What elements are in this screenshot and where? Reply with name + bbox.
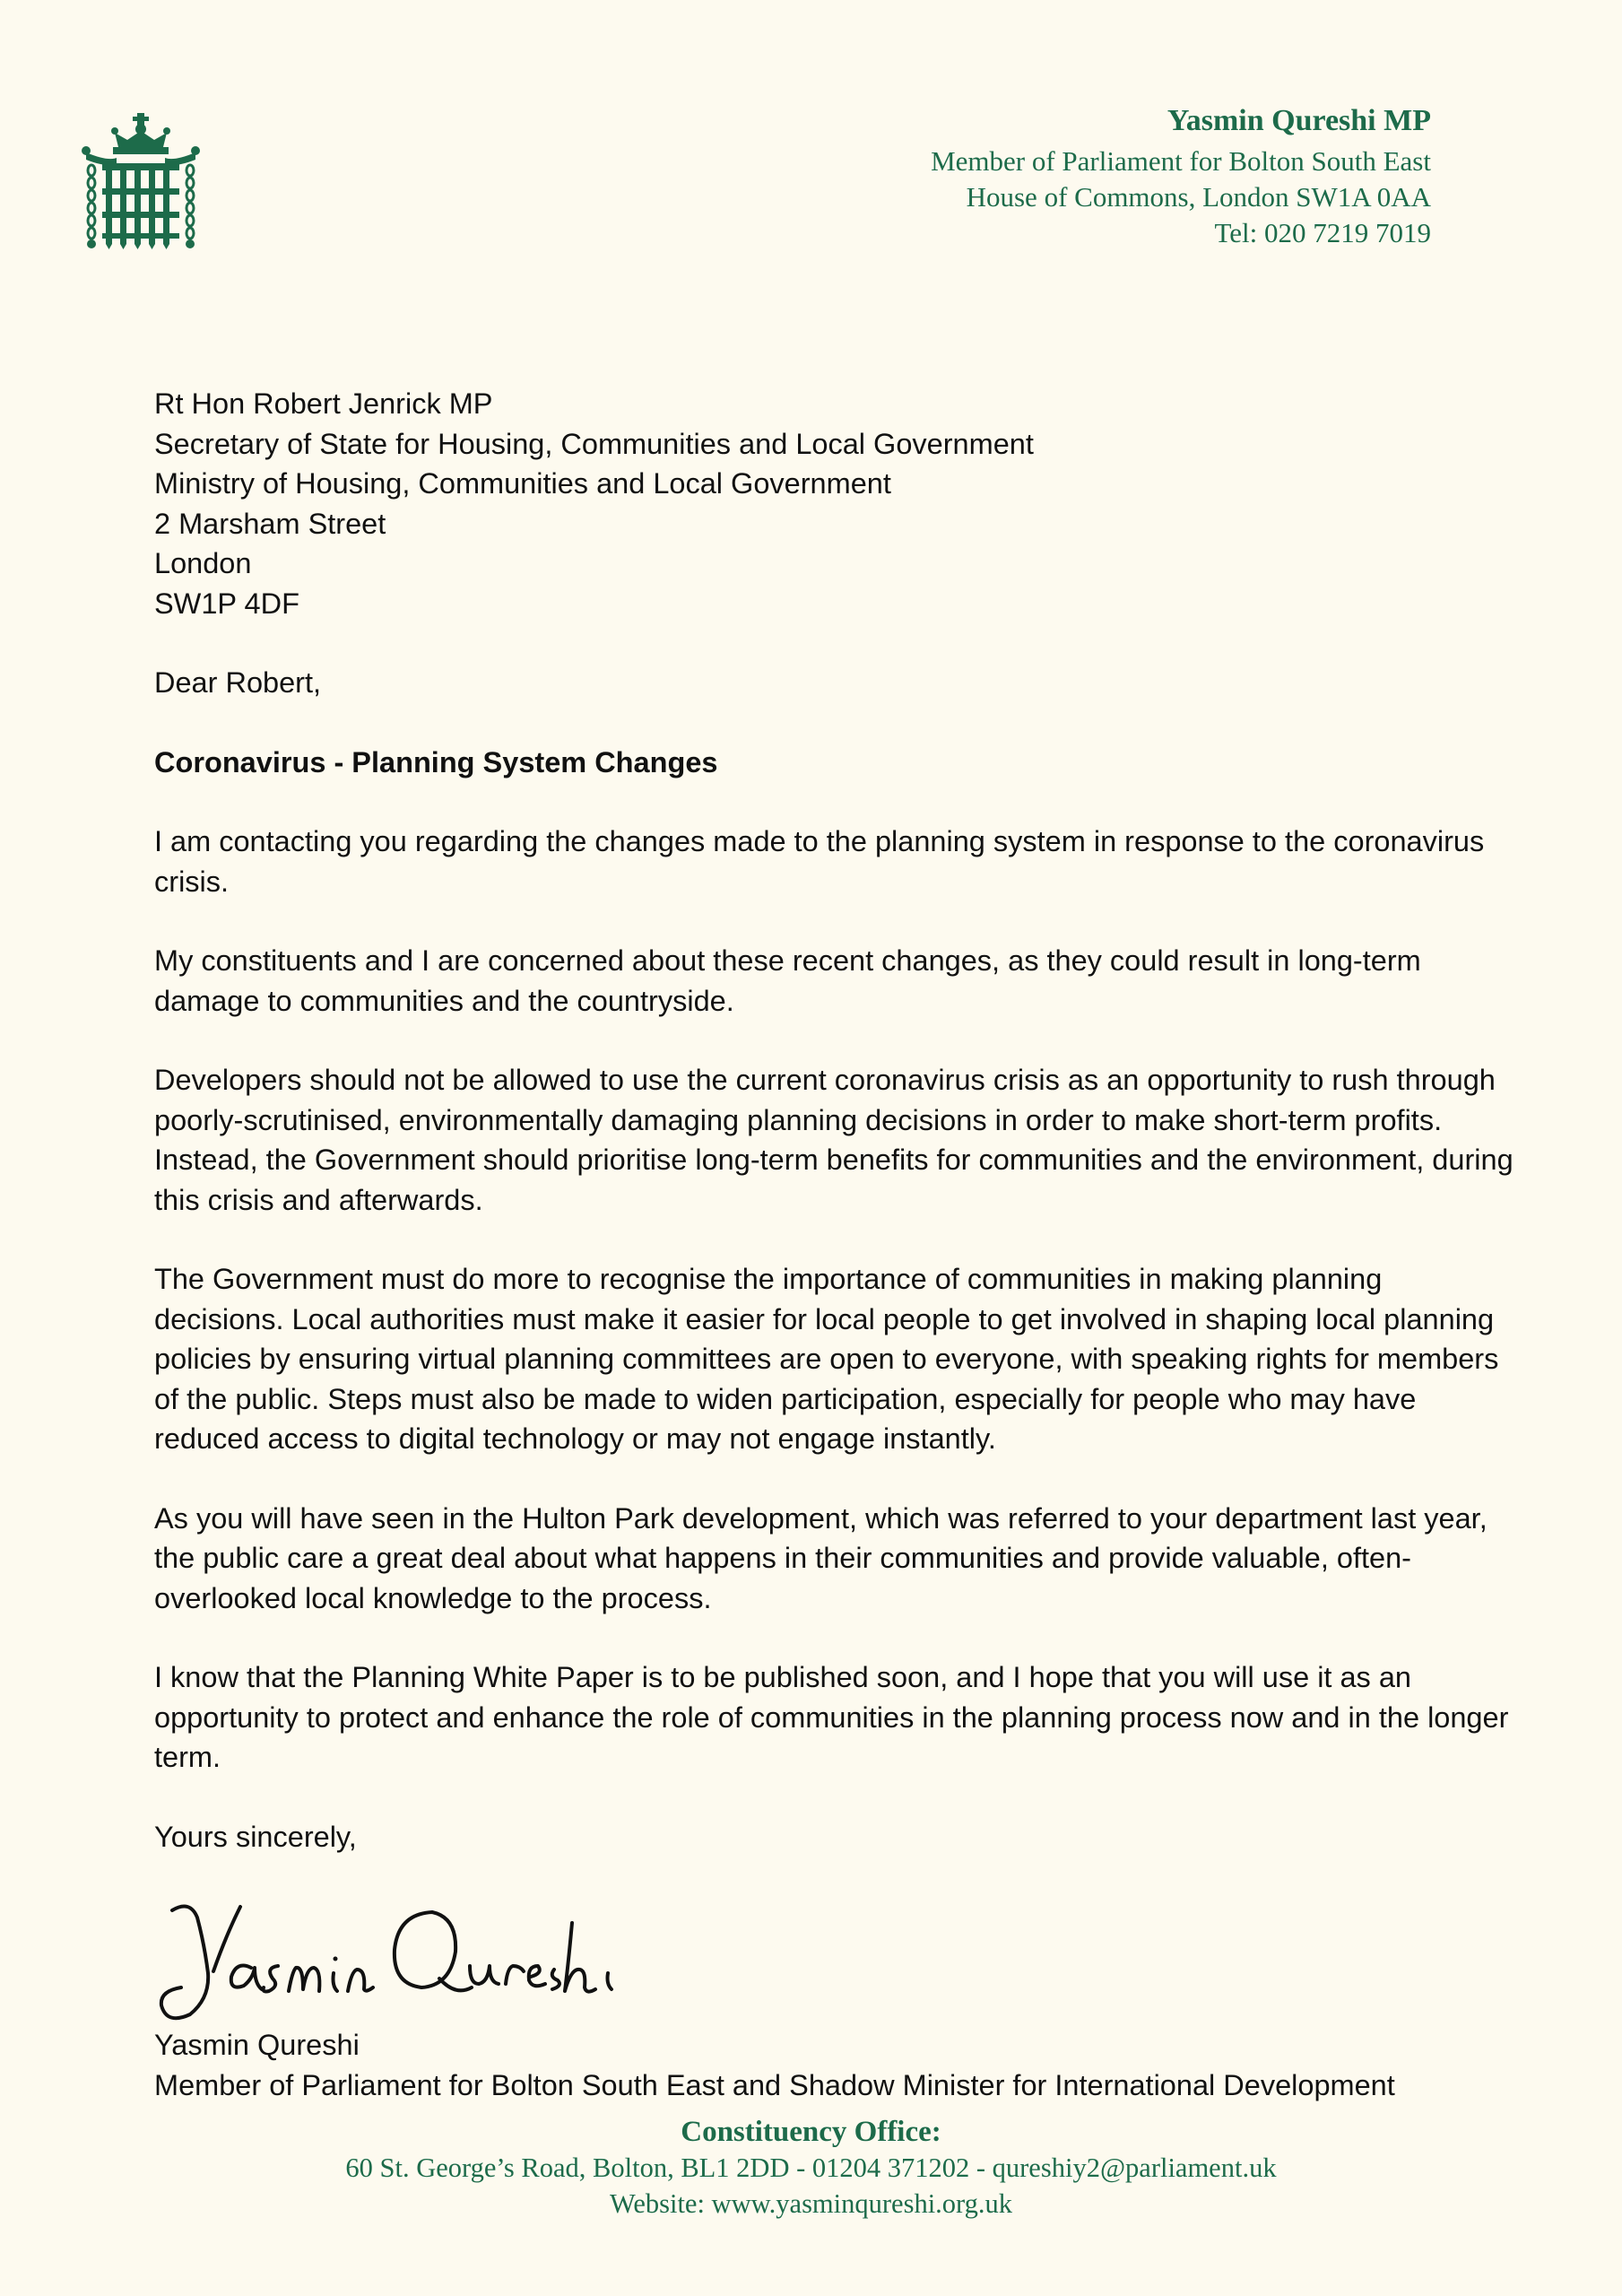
footer-heading: Constituency Office: <box>681 2116 941 2148</box>
recipient-address <box>154 384 1517 623</box>
recipient-name: Rt Hon Robert Jenrick MP <box>154 387 493 420</box>
handwritten-signature <box>154 1891 656 2025</box>
mp-name: Yasmin Qureshi MP <box>1167 104 1431 137</box>
portcullis-icon <box>81 113 201 249</box>
footer-website: Website: www.yasminqureshi.org.uk <box>609 2188 1013 2219</box>
recipient-city: London <box>154 547 252 579</box>
signoff-name: Yasmin Qureshi <box>154 2029 360 2061</box>
parliament-address: House of Commons, London SW1A 0AA <box>966 181 1431 213</box>
subject-line: Coronavirus - Planning System Changes <box>154 745 718 778</box>
recipient-department: Ministry of Housing, Communities and Local Government <box>154 467 891 500</box>
paragraph: As you will have seen in the Hulton Park development, which was referred to your department last year, the public care a great deal about what happens in their communities and provide valuable, often-overlooked local knowledge to the process. <box>154 1501 1488 1614</box>
paragraph: My constituents and I are concerned about these recent changes, as they could result in long-term damage to communities and the countryside. <box>154 944 1421 1017</box>
closing: Yours sincerely, <box>154 1820 357 1853</box>
footer-contact: 60 St. George’s Road, Bolton, BL1 2DD - 01204 371202 - qureshiy2@parliament.uk <box>345 2152 1277 2183</box>
signoff-role: Member of Parliament for Bolton South East and Shadow Minister for International Development <box>154 2068 1395 2101</box>
paragraph: I know that the Planning White Paper is to be published soon, and I hope that you will use it as an opportunity to protect and enhance the role of communities in the planning process now and in the longer term. <box>154 1661 1509 1773</box>
recipient-postcode: SW1P 4DF <box>154 587 299 620</box>
signoff <box>154 2025 1395 2105</box>
constituency-footer <box>0 2114 1622 2222</box>
constituency-line: Member of Parliament for Bolton South East <box>931 145 1431 177</box>
letter-body <box>154 384 1517 1857</box>
recipient-title: Secretary of State for Housing, Communities and Local Government <box>154 427 1034 460</box>
paragraph: I am contacting you regarding the changes made to the planning system in response to the coronavirus crisis. <box>154 825 1485 898</box>
letterhead <box>931 99 1431 251</box>
salutation: Dear Robert, <box>154 666 322 699</box>
paragraph: The Government must do more to recognise the importance of communities in making planning decisions. Local authorities must make it easier for local people to get involved in shaping local planning policies by ensuring virtual planning committees are open to everyone, with speaking rights for members of the public. Steps must also be made to widen participation, especially for people who may have reduced access to digital technology or may not engage instantly. <box>154 1263 1499 1455</box>
telephone: Tel: 020 7219 7019 <box>1214 217 1431 248</box>
recipient-street: 2 Marsham Street <box>154 507 386 540</box>
paragraph: Developers should not be allowed to use the current coronavirus crisis as an opportunity to rush through poorly-scrutinised, environmentally damaging planning decisions in order to make short-term profits. Instead, the Government should prioritise long-term benefits for communities and the environment, during this crisis and afterwards. <box>154 1064 1514 1216</box>
